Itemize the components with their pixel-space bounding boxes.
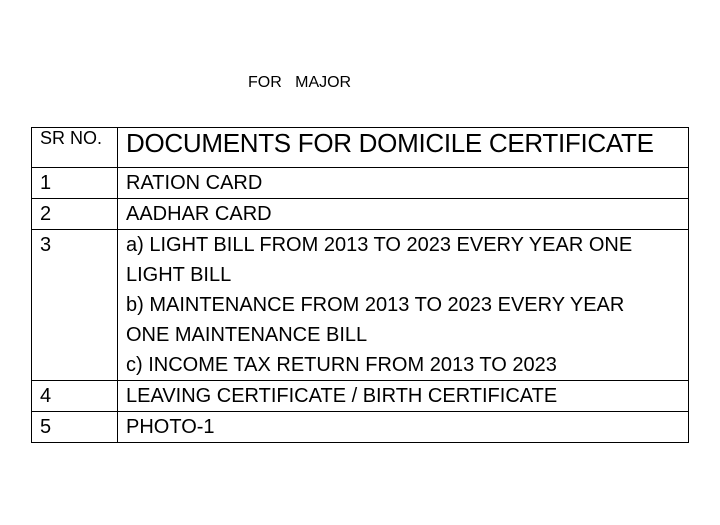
table-row xyxy=(32,381,689,412)
document-cell xyxy=(118,199,689,230)
document-cell xyxy=(118,381,689,412)
sr-no-cell: 2 xyxy=(32,199,118,230)
table-row xyxy=(32,168,689,199)
document-line: c) INCOME TAX RETURN FROM 2013 TO 2023 xyxy=(126,354,557,376)
document-line: a) LIGHT BILL FROM 2013 TO 2023 EVERY YEAR ONE xyxy=(126,234,633,256)
document-line: PHOTO-1 xyxy=(126,416,215,438)
sr-no-cell: 4 xyxy=(32,381,118,412)
document-line: RATION CARD xyxy=(126,172,263,194)
document-cell xyxy=(118,230,689,381)
sr-no-header: SR NO. xyxy=(32,128,118,168)
sr-no-cell: 1 xyxy=(32,168,118,199)
document-line: AADHAR CARD xyxy=(126,203,272,225)
document-heading: FOR MAJOR xyxy=(248,74,352,91)
document-cell xyxy=(118,412,689,443)
document-line: ONE MAINTENANCE BILL xyxy=(126,324,368,346)
documents-header: DOCUMENTS FOR DOMICILE CERTIFICATE xyxy=(118,128,689,168)
documents-table xyxy=(31,127,689,443)
sr-no-cell: 5 xyxy=(32,412,118,443)
document-line: LIGHT BILL xyxy=(126,264,232,286)
document-cell xyxy=(118,168,689,199)
document-line: LEAVING CERTIFICATE / BIRTH CERTIFICATE xyxy=(126,385,558,407)
table-row xyxy=(32,199,689,230)
sr-no-cell: 3 xyxy=(32,230,118,381)
table-row xyxy=(32,412,689,443)
table-header-row xyxy=(32,128,689,168)
table-row xyxy=(32,230,689,381)
document-line: b) MAINTENANCE FROM 2013 TO 2023 EVERY YEAR xyxy=(126,294,625,316)
